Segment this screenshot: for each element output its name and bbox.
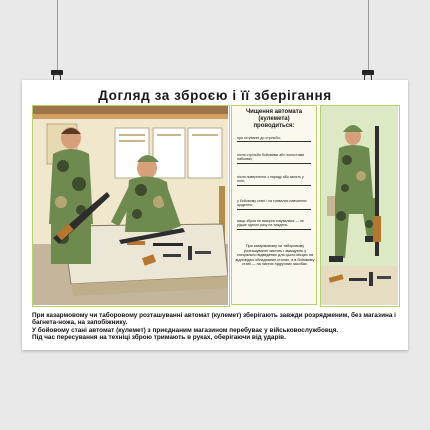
hanging-wire-right xyxy=(368,0,369,72)
card-title-line: (кулемета) xyxy=(258,116,290,122)
card-item xyxy=(237,199,311,210)
storage-rule-paragraph: У бойовому стані автомат (кулемет) з приєднаним магазином перебуває у військовослужбовця. xyxy=(32,326,339,334)
card-item xyxy=(237,153,311,164)
cleaning-location-note: При казармовому чи таборовому розташуванні чистять і змащують у спеціально відведених для цього місцях на відповідно обладнаних столах, а в бойовому стані — на чистих підручних засобах. xyxy=(235,244,315,267)
card-item xyxy=(237,219,311,230)
card-item xyxy=(237,136,311,142)
card-title xyxy=(231,109,317,130)
card-title-line: Чищення автомата xyxy=(245,109,303,115)
kneeling-soldier-illustration xyxy=(321,106,398,305)
storage-rule-paragraph: Під час пересування на техніці зброю тримають в руках, оберігаючи від ударів. xyxy=(32,333,286,341)
card-item-text: у бойовому стані і на тривалих навчаннях щоденно; xyxy=(237,199,307,208)
cleaning-scene-illustration xyxy=(33,106,228,305)
poster xyxy=(22,80,408,350)
card-item xyxy=(237,175,311,186)
poster-title: Догляд за зброєю і її зберігання xyxy=(98,88,332,103)
card-item-text: якщо зброя не використовувалася — не рідше одного разу на тиждень. xyxy=(237,219,304,228)
card-item-text: після стрільби бойовими або холостими набоями; xyxy=(237,153,305,162)
card-title-line: проводиться: xyxy=(253,123,295,129)
hanging-wire-left xyxy=(57,0,58,72)
card-item-text: після повернення з наряду або занять у полі; xyxy=(237,175,304,184)
card-item-text: при готуванні до стрільби; xyxy=(237,136,281,140)
storage-rules-text xyxy=(32,312,398,341)
storage-rule-paragraph: При казармовому чи таборовому розташуванні автомат (кулемет) зберігають завжди розрядженим, без магазина і багнета-ножа, на запобіжнику. xyxy=(32,312,396,327)
